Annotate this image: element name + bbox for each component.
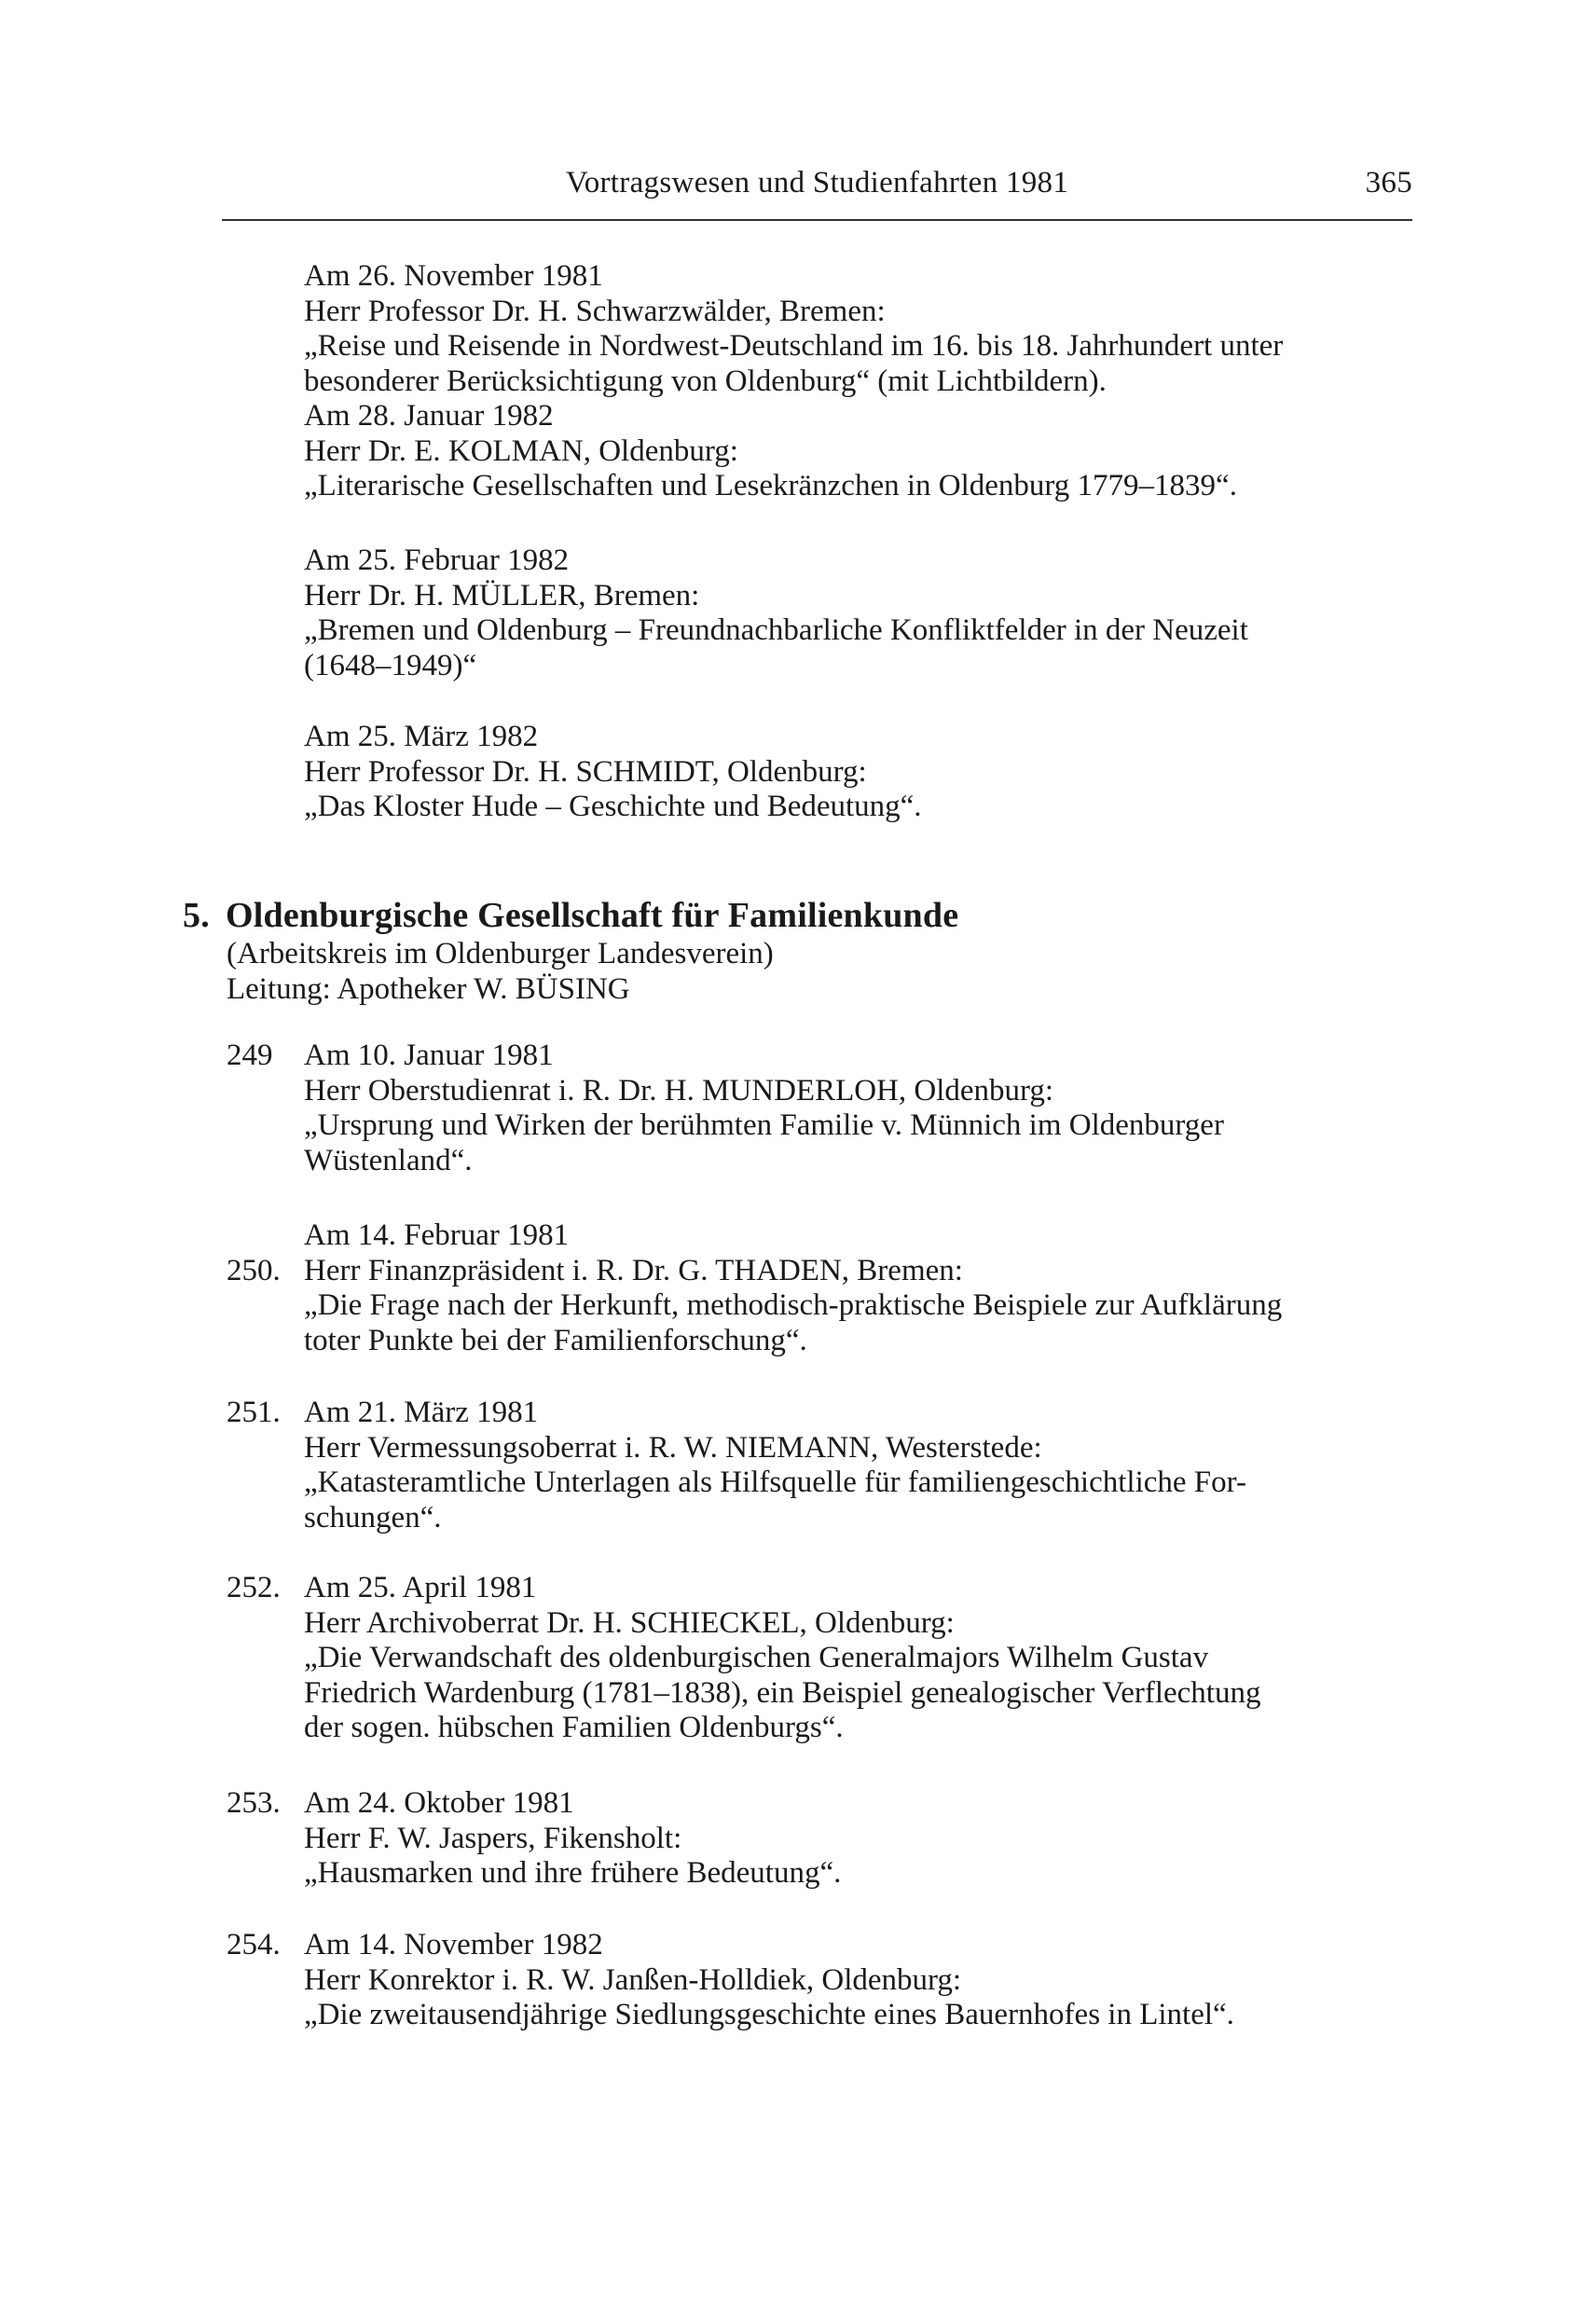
- lecture-title-line: „Bremen und Oldenburg – Freundnachbarliche Konfliktfelder in der Neuzeit: [304, 613, 1248, 647]
- lecture-speaker: Herr Vermessungsoberrat i. R. W. NIEMANN, Westerstede:: [304, 1430, 1042, 1465]
- lecture-title-line: „Reise und Reisende in Nordwest-Deutschland im 16. bis 18. Jahrhundert unter: [304, 329, 1284, 363]
- lecture-speaker: Herr Dr. H. MÜLLER, Bremen:: [304, 578, 700, 612]
- lecture-date: Am 14. Februar 1981: [304, 1218, 570, 1252]
- page-number: 365: [1365, 166, 1412, 200]
- lecture-date: Am 26. November 1981: [304, 259, 603, 293]
- lecture-date: Am 21. März 1981: [304, 1396, 539, 1429]
- lecture-date: Am 14. November 1982: [304, 1928, 603, 1961]
- lecture-title-line: „Das Kloster Hude – Geschichte und Bedeutung“.: [304, 790, 922, 823]
- section-subtitle: (Arbeitskreis im Oldenburger Landesverein): [227, 937, 774, 970]
- lecture-date: Am 25. April 1981: [304, 1571, 537, 1604]
- lecture-entry: [304, 1928, 1413, 2033]
- lecture-speaker: Herr Dr. E. KOLMAN, Oldenburg:: [304, 434, 738, 468]
- lecture-title-line: besonderer Berücksichtigung von Oldenburg“ (mit Lichtbildern).: [304, 364, 1107, 398]
- entry-number: 251.: [227, 1396, 281, 1429]
- lecture-date: Am 28. Januar 1982: [304, 399, 554, 433]
- lecture-title-line: der sogen. hübschen Familien Oldenburgs“.: [304, 1711, 844, 1744]
- lecture-speaker: Herr Finanzpräsident i. R. Dr. G. THADEN, Bremen:: [304, 1253, 963, 1287]
- lecture-speaker: Herr Oberstudienrat i. R. Dr. H. MUNDERLOH, Oldenburg:: [304, 1073, 1054, 1108]
- lecture-entry: [304, 259, 1413, 399]
- entry-number: 253.: [227, 1786, 281, 1820]
- lecture-title-line: „Katasteramtliche Unterlagen als Hilfsquelle für familiengeschichtliche For-: [304, 1466, 1246, 1499]
- lecture-title-line: Friedrich Wardenburg (1781–1838), ein Beispiel genealogischer Verflechtung: [304, 1675, 1261, 1710]
- lecture-title-line: toter Punkte bei der Familienforschung“.: [304, 1323, 807, 1357]
- lecture-title-line: „Literarische Gesellschaften und Lesekränzchen in Oldenburg 1779–1839“.: [304, 469, 1237, 502]
- lecture-entry: [304, 1786, 1413, 1892]
- lecture-entry: [304, 1571, 1413, 1746]
- lecture-entry: [304, 720, 1413, 825]
- section-number: 5.: [183, 896, 210, 935]
- lecture-entry: [304, 1218, 1413, 1358]
- lecture-entry: [304, 399, 1413, 504]
- entry-number: 252.: [227, 1571, 281, 1604]
- section-heading: [183, 895, 958, 936]
- lecture-entry: [304, 544, 1413, 683]
- lecture-title-line: „Hausmarken und ihre frühere Bedeutung“.: [304, 1856, 842, 1890]
- lecture-title-line: „Die Verwandschaft des oldenburgischen Generalmajors Wilhelm Gustav: [304, 1641, 1209, 1674]
- lecture-title-line: „Die zweitausendjährige Siedlungsgeschichte eines Bauernhofes in Lintel“.: [304, 1998, 1234, 2031]
- lecture-title-line: schungen“.: [304, 1500, 442, 1534]
- lecture-title-line: „Ursprung und Wirken der berühmten Familie v. Münnich im Oldenburger: [304, 1108, 1224, 1142]
- entry-number: 249: [227, 1039, 273, 1072]
- section-leader: Leitung: Apotheker W. BÜSING: [227, 971, 630, 1006]
- header-rule: [222, 219, 1412, 221]
- lecture-entry: [304, 1396, 1413, 1535]
- lecture-speaker: Herr Archivoberrat Dr. H. SCHIECKEL, Oldenburg:: [304, 1605, 955, 1640]
- lecture-date: Am 25. Februar 1982: [304, 544, 570, 577]
- lecture-entry: [304, 1039, 1413, 1178]
- section-title: Oldenburgische Gesellschaft für Familienkunde: [226, 896, 959, 935]
- running-head-title: Vortragswesen und Studienfahrten 1981: [565, 166, 1069, 200]
- lecture-date: Am 10. Januar 1981: [304, 1039, 554, 1072]
- lecture-title-line: (1648–1949)“: [304, 648, 477, 682]
- lecture-title-line: Wüstenland“.: [304, 1143, 473, 1177]
- lecture-speaker: Herr Konrektor i. R. W. Janßen-Holldiek, Oldenburg:: [304, 1962, 962, 1997]
- lecture-title-line: „Die Frage nach der Herkunft, methodisch-praktische Beispiele zur Aufklärung: [304, 1288, 1283, 1322]
- lecture-date: Am 25. März 1982: [304, 720, 539, 753]
- lecture-speaker: Herr F. W. Jaspers, Fikensholt:: [304, 1821, 682, 1855]
- running-head: [222, 166, 1412, 213]
- entry-number: 250.: [227, 1254, 281, 1287]
- entry-number: 254.: [227, 1928, 281, 1961]
- lecture-speaker: Herr Professor Dr. H. Schwarzwälder, Bremen:: [304, 294, 886, 328]
- lecture-date: Am 24. Oktober 1981: [304, 1786, 574, 1820]
- section-info: [227, 937, 1345, 1007]
- lecture-speaker: Herr Professor Dr. H. SCHMIDT, Oldenburg:: [304, 754, 867, 789]
